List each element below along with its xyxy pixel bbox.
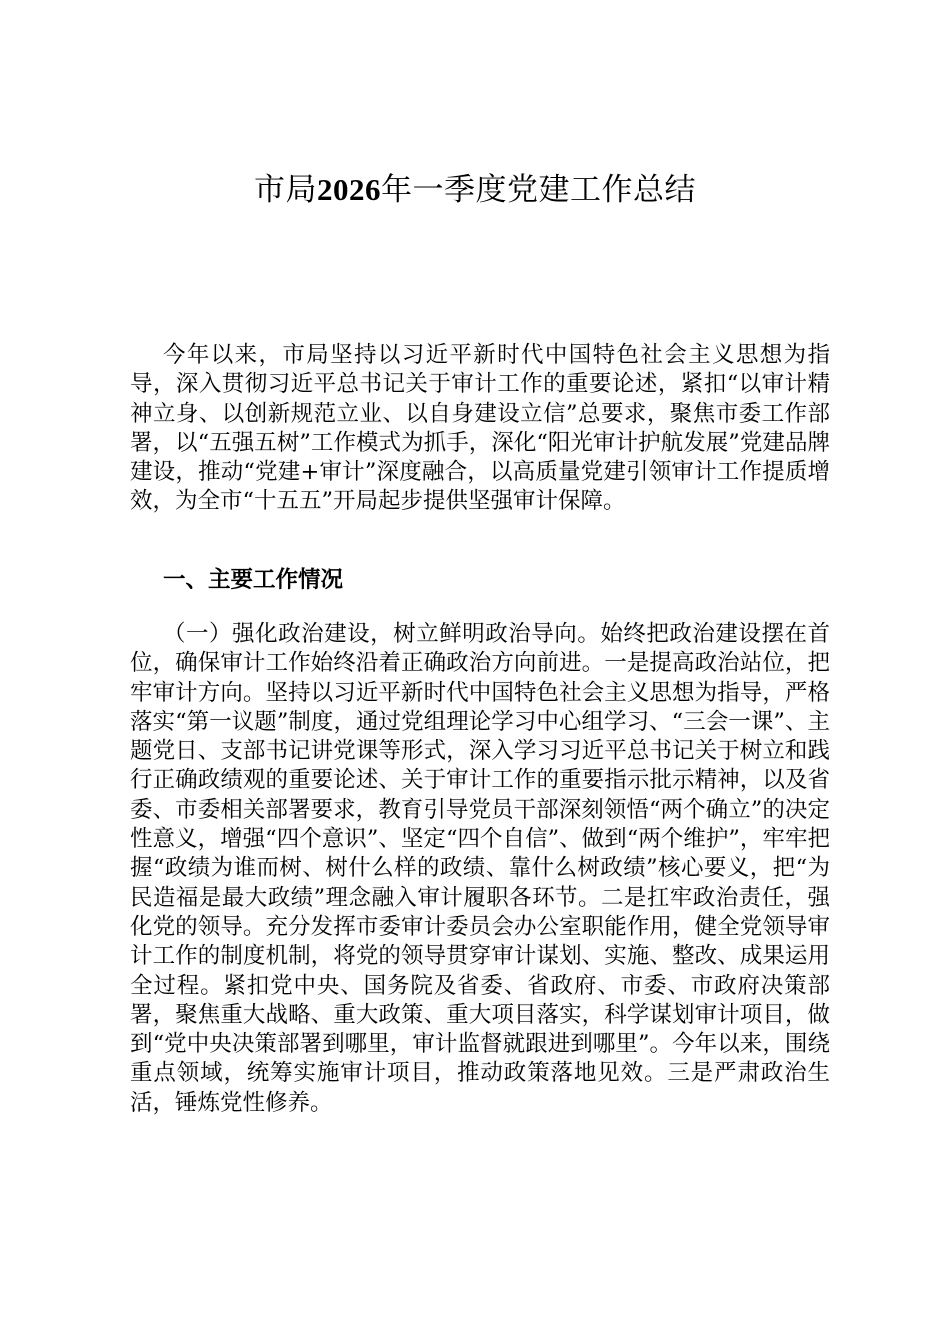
title-year: 2026 [317,172,381,207]
title-suffix: 年一季度党建工作总结 [381,172,696,208]
document-title [0,168,950,212]
title-prefix: 市局 [254,172,317,208]
body-paragraph: （一）强化政治建设，树立鲜明政治导向。始终把政治建设摆在首位，确保审计工作始终沿着正确政治方向前进。一是提高政治站位，把牢审计方向。坚持以习近平新时代中国特色社会主义思想为指导，严格落实“第一议题”制度，通过党组理论学习中心组学习、“三会一课”、主题党日、支部书记讲党课等形式，深入学习习近平总书记关于树立和践行正确政绩观的重要论述、关于审计工作的重要指示批示精神，以及省委、市委相关部署要求，教育引导党员干部深刻领悟“两个确立”的决定性意义，增强“四个意识”、坚定“四个自信”、做到“两个维护”，牢牢把握“政绩为谁而树、树什么样的政绩、靠什么树政绩”核心要义，把“为民造福是最大政绩”理念融入审计履职各环节。二是扛牢政治责任，强化党的领导。充分发挥市委审计委员会办公室职能作用，健全党领导审计工作的制度机制，将党的领导贯穿审计谋划、实施、整改、成果运用全过程。紧扣党中央、国务院及省委、省政府、市委、市政府决策部署，聚焦重大战略、重大政策、重大项目落实，科学谋划审计项目，做到“党中央决策部署到哪里，审计监督就跟进到哪里”。今年以来，围绕重点领域，统筹实施审计项目，推动政策落地见效。三是严肃政治生活，锤炼党性修养。 [130,621,830,1116]
intro-paragraph: 今年以来，市局坚持以习近平新时代中国特色社会主义思想为指导，深入贯彻习近平总书记关于审计工作的重要论述，紧扣“以审计精神立身、以创新规范立业、以自身建设立信”总要求，聚焦市委工作部署，以“五强五树”工作模式为抓手，深化“阳光审计护航发展”党建品牌建设，推动“党建+审计”深度融合，以高质量党建引领审计工作提质增效，为全市“十五五”开局起步提供坚强审计保障。 [130,342,830,515]
section-heading: 一、主要工作情况 [163,567,344,593]
